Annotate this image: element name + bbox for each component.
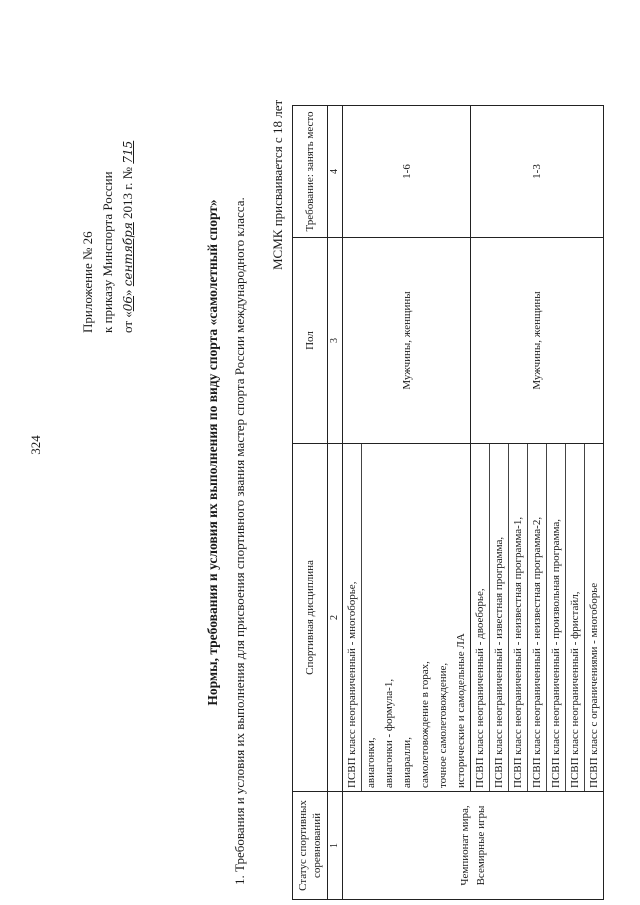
discipline-item: исторические и самодельные ЛА — [455, 633, 467, 788]
sex-cell: Мужчины, женщины — [343, 238, 471, 444]
appendix-date-line — [118, 141, 138, 333]
table-header-row — [293, 106, 328, 900]
discipline-item: ПСВП класс неограниченный - двоеборье, — [471, 444, 490, 791]
discipline-item: ПСВП класс неограниченный - неизвестная программа-2, — [528, 444, 547, 791]
place-cell: 1-3 — [471, 106, 604, 238]
age-note: МСМК присваивается с 18 лет — [270, 99, 285, 270]
column-number: 4 — [328, 106, 343, 238]
table-row — [471, 106, 604, 900]
table-number-row — [328, 106, 343, 900]
discipline-item: авиагонки, — [365, 737, 377, 788]
discipline-item: авиагонки - формула-1, — [383, 678, 395, 788]
header-place: Требование: занять место — [293, 106, 328, 238]
column-number: 1 — [328, 792, 343, 900]
appendix-header — [78, 141, 138, 333]
date-month: сентября — [121, 222, 135, 287]
discipline-item: авиаралли, — [401, 737, 413, 788]
sex-cell: Мужчины, женщины — [471, 238, 604, 444]
discipline-item: ПСВП класс неограниченный - известная программа, — [490, 444, 509, 791]
date-day: 06 — [121, 295, 135, 312]
date-year: 2013 г. № — [120, 166, 135, 219]
competition-status: Чемпионат мира, Всемирные игры — [343, 792, 604, 900]
appendix-order-ref: к приказу Минспорта России — [100, 171, 115, 333]
norms-table — [292, 105, 604, 900]
column-number: 3 — [328, 238, 343, 444]
header-status: Статус спортивных соревнований — [293, 792, 328, 900]
discipline-item: ПСВП класс неограниченный - фристайл, — [566, 444, 585, 791]
discipline-item: самолетовождение в горах, — [419, 661, 431, 788]
order-number: 715 — [121, 140, 135, 164]
place-cell: 1-6 — [343, 106, 471, 238]
discipline-item: ПСВП класс неограниченный - произвольная программа, — [547, 444, 566, 791]
header-discipline: Спортивная дисциплина — [293, 444, 328, 792]
date-prefix: от « — [120, 311, 135, 333]
discipline-item: точное самолетовождение, — [437, 662, 449, 788]
appendix-number: Приложение № 26 — [80, 231, 95, 333]
discipline-list — [471, 444, 604, 792]
discipline-item: ПСВП класс с ограничениями - многоборье — [588, 582, 600, 788]
date-mid: » — [120, 289, 135, 296]
document-title: Нормы, требования и условия их выполнения по виду спорта «самолетный спорт» — [205, 199, 220, 706]
section-heading: 1. Требования и условия их выполнения для присвоения спортивного звания мастер спорта России международного класса. — [232, 197, 247, 885]
header-sex: Пол — [293, 238, 328, 444]
discipline-item: ПСВП класс неограниченный - неизвестная программа-1, — [509, 444, 528, 791]
table-row — [343, 106, 471, 900]
discipline-list — [343, 444, 471, 792]
discipline-item: ПСВП класс неограниченный - многоборье, — [343, 444, 362, 791]
column-number: 2 — [328, 444, 343, 792]
page-number: 324 — [28, 435, 43, 455]
